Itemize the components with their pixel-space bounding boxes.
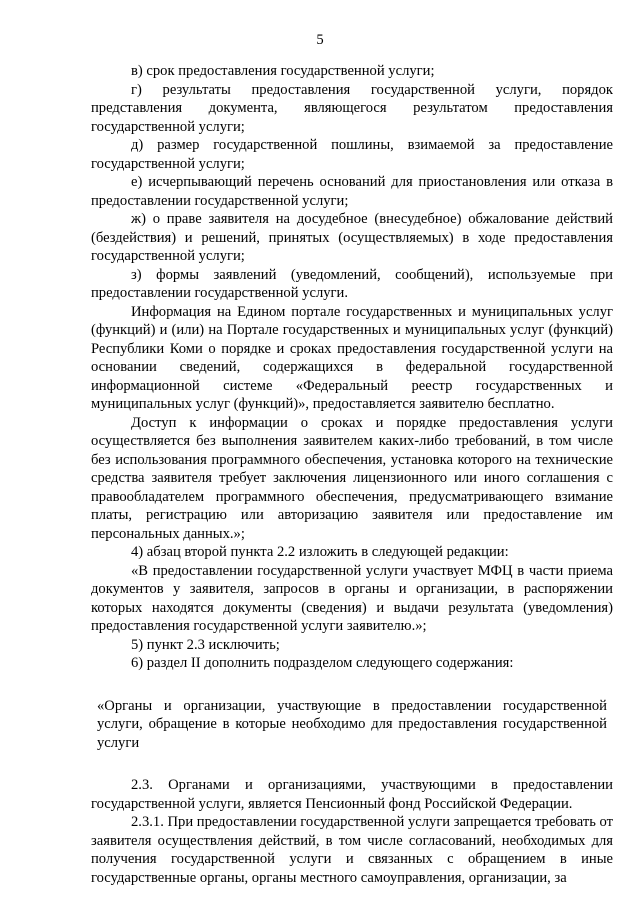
paragraph: 5) пункт 2.3 исключить; [131,636,280,653]
paragraph: «В предоставлении государственной услуги участвует МФЦ в части приема документов у заявителя, запросов в органы и организации, в распоряжении которых находятся документы (сведения) и выдачи результата (уведомления) предоставления государственной услуги заявителю.»; [91,562,613,634]
paragraph: Доступ к информации о сроках и порядке предоставления услуги осуществляется без выполнения заявителем каких-либо требований, в том числе без использования программного обеспечения, установка которого на технические средства заявителя требует заключения лицензионного или иного соглашения с правообладателем программного обеспечения, предусматривающего взимание платы, регистрацию или авторизацию заявителя или предоставление им персональных данных.»; [91,414,613,542]
paragraph: д) размер государственной пошлины, взимаемой за предоставление государственной услуги; [91,137,613,172]
section-heading: «Органы и организации, участвующие в предоставлении государственной услуги, обращение в которые необходимо для предоставления государственной услуги [97,697,607,751]
spacer [91,752,613,776]
paragraph: 2.3. Органами и организациями, участвующими в предоставлении государственной услуги, является Пенсионный фонд Российской Федерации. [91,777,613,812]
paragraph: 4) абзац второй пункта 2.2 изложить в следующей редакции: [131,544,509,560]
paragraph: з) формы заявлений (уведомлений, сообщений), используемые при предоставлении государственной услуги. [91,266,613,301]
document-body [91,62,613,887]
paragraph: 2.3.1. При предоставлении государственной услуги запрещается требовать от заявителя осуществления действий, в том числе согласований, необходимых для получения государственной услуги и связанных с обращением в иные государственные органы, органы местного самоуправления, организации, за [91,814,613,886]
paragraph: г) результаты предоставления государственной услуги, порядок представления документа, являющегося результатом предоставления государственной услуги; [91,81,613,135]
spacer [91,673,613,697]
paragraph: е) исчерпывающий перечень оснований для приостановления или отказа в предоставлении государственной услуги; [91,174,613,209]
paragraph: ж) о праве заявителя на досудебное (внесудебное) обжалование действий (бездействия) и решений, принятых (осуществляемых) в ходе предоставления государственной услуги; [91,211,613,264]
page-number: 5 [316,32,324,48]
paragraph: в) срок предоставления государственной услуги; [131,63,435,79]
paragraph: Информация на Едином портале государственных и муниципальных услуг (функций) и (или) на Портале государственных и муниципальных услуг (функций) Республики Коми о порядке и сроках предоставления государственной услуги на основании сведений, содержащихся в федеральной государственной информационной системе «Федеральный реестр государственных и муниципальных услуг (функций)», предоставляется заявителю бесплатно. [91,303,613,412]
paragraph: 6) раздел II дополнить подразделом следующего содержания: [131,655,514,671]
